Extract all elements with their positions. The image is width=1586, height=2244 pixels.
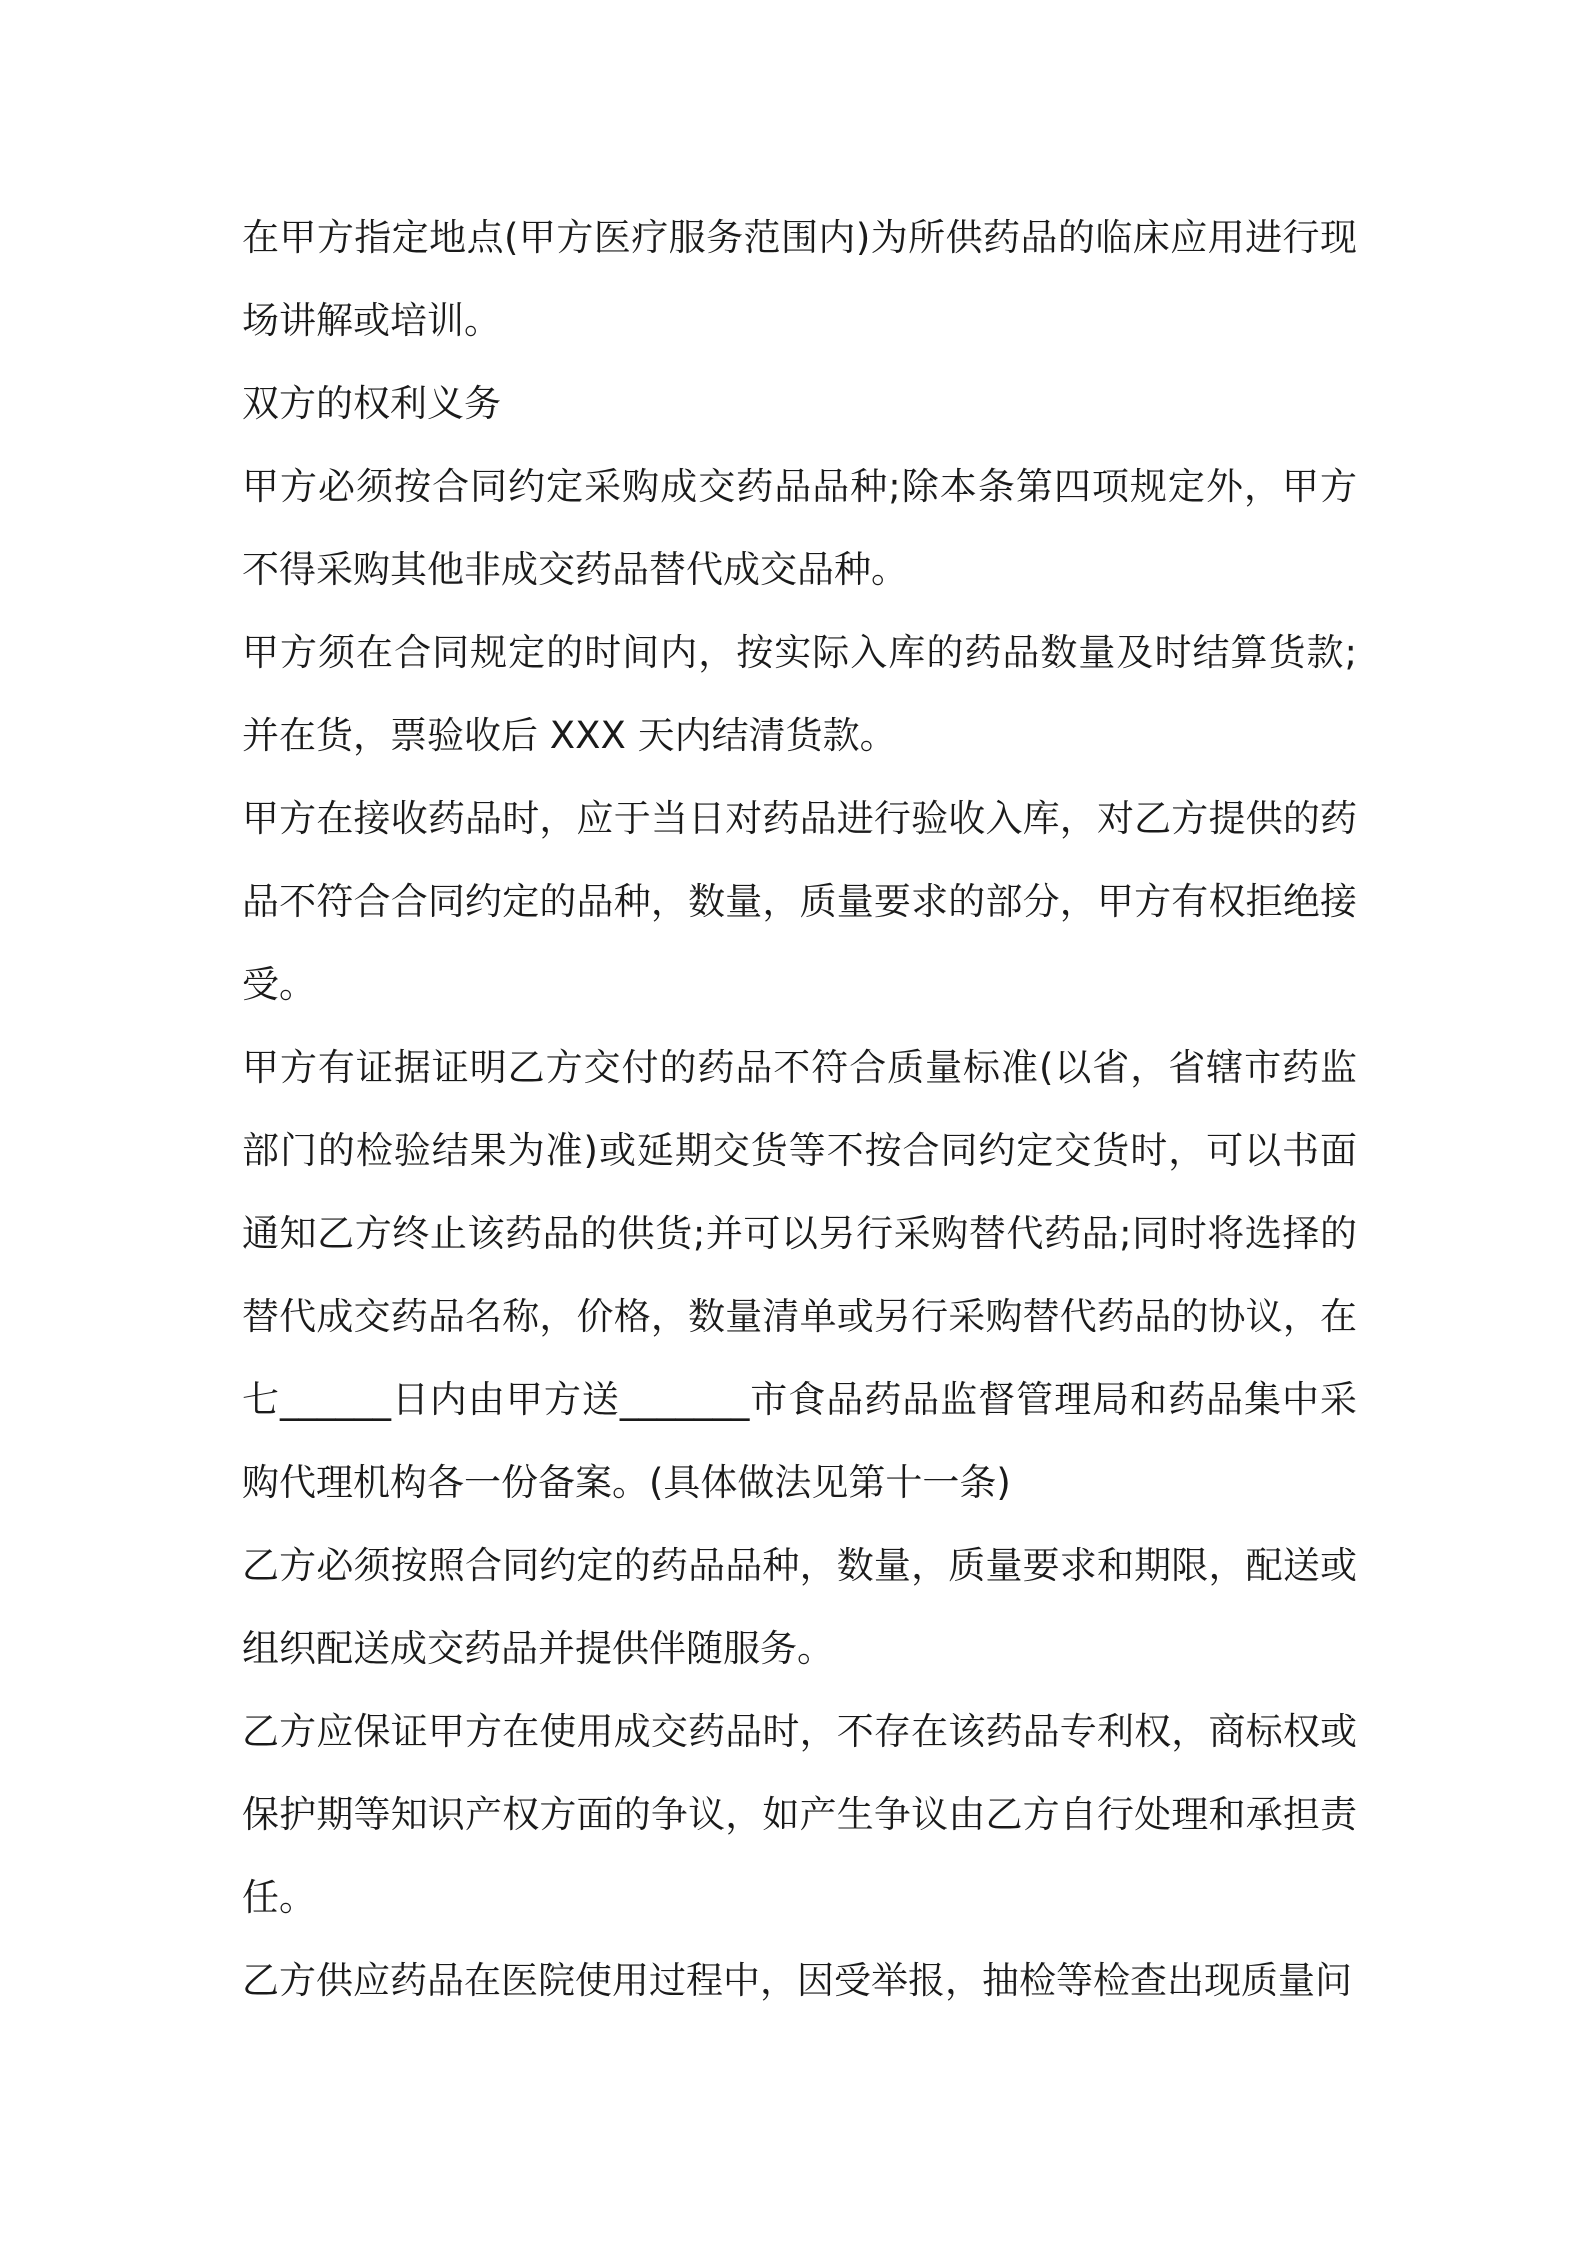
paragraph-intellectual-property: 乙方应保证甲方在使用成交药品时，不存在该药品专利权，商标权或保护期等知识产权方面的争议，如产生争议由乙方自行处理和承担责任。 [242, 1710, 1357, 1919]
paragraph-receiving-inspection: 甲方在接收药品时，应于当日对药品进行验收入库，对乙方提供的药品不符合合同约定的品种，数量，质量要求的部分，甲方有权拒绝接受。 [242, 797, 1357, 1006]
paragraph-purchase-varieties: 甲方必须按合同约定采购成交药品品种;除本条第四项规定外，甲方不得采购其他非成交药品替代成交品种。 [242, 465, 1357, 591]
paragraph-payment-settlement: 甲方须在合同规定的时间内，按实际入库的药品数量及时结算货款;并在货，票验收后 XXX 天内结清货款。 [242, 631, 1357, 757]
paragraph-delivery-service: 乙方必须按照合同约定的药品品种，数量，质量要求和期限，配送或组织配送成交药品并提供伴随服务。 [242, 1544, 1357, 1670]
document-body [242, 196, 1357, 2022]
paragraph-quality-issues: 乙方供应药品在医院使用过程中，因受举报，抽检等检查出现质量问 [242, 1959, 1352, 2002]
section-heading-rights-obligations: 双方的权利义务 [242, 382, 501, 425]
paragraph-quality-termination: 甲方有证据证明乙方交付的药品不符合质量标准(以省，省辖市药监部门的检验结果为准)或延期交货等不按合同约定交货时，可以书面通知乙方终止该药品的供货;并可以另行采购替代药品;同时将选择的替代成交药品名称，价格，数量清单或另行采购替代药品的协议，在七______日内由甲方送_______市食品药品监督管理局和药品集中采购代理机构各一份备案。(具体做法见第十一条) [242, 1046, 1357, 1504]
paragraph-training: 在甲方指定地点(甲方医疗服务范围内)为所供药品的临床应用进行现场讲解或培训。 [242, 216, 1357, 342]
